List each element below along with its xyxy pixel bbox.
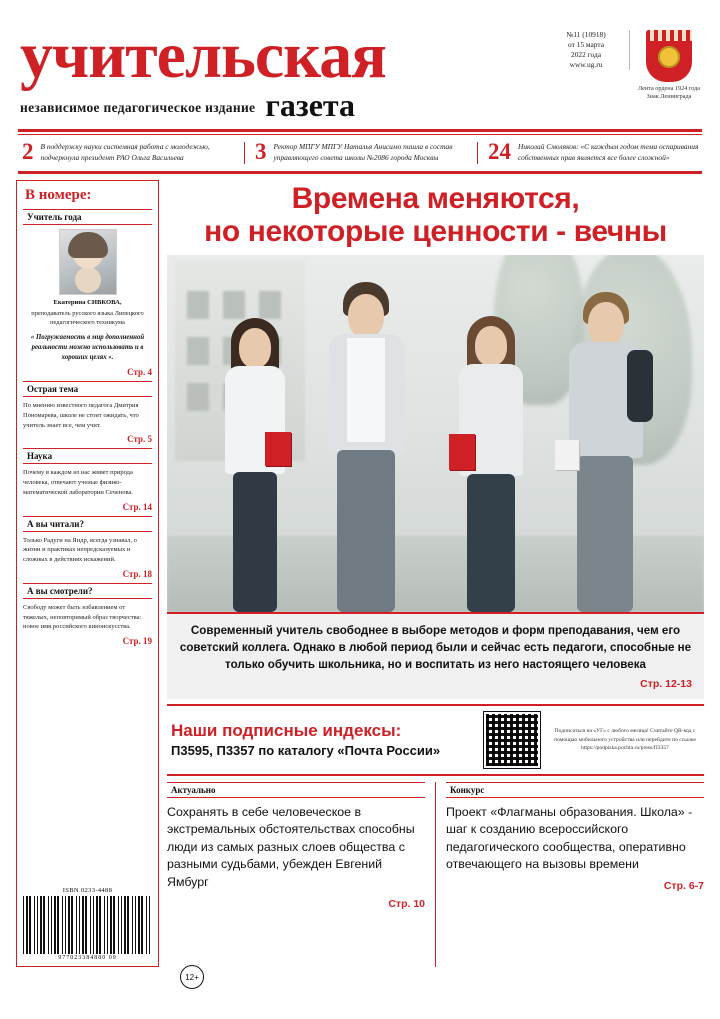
order-medal-icon: [646, 30, 692, 82]
barcode-block: [23, 883, 152, 961]
teaser-page-number: 2: [22, 139, 34, 165]
sidebar-section-have-you-watched[interactable]: [23, 583, 152, 646]
student-figure: [307, 282, 427, 612]
main-column: [167, 180, 704, 967]
masthead-left: [20, 19, 386, 124]
sidebar-section-hot-topic[interactable]: [23, 381, 152, 444]
student-figure: [439, 312, 543, 612]
qr-code-icon[interactable]: [484, 712, 540, 768]
section-heading: Наука: [23, 448, 152, 464]
issue-date: от 15 марта: [567, 39, 605, 49]
teaser-item[interactable]: [245, 139, 478, 165]
page-reference[interactable]: Стр. 18: [122, 568, 152, 579]
caption-page-reference[interactable]: Стр. 12-13: [640, 678, 692, 691]
page-reference[interactable]: Стр. 6-7: [663, 880, 704, 893]
student-figure: [549, 290, 661, 612]
issue-info: [548, 30, 630, 70]
article-text: Сохранять в себе человеческое в экстремальных обстоятельствах способны люди из самых разных слоев общества с разными судьбами, убежден Евгений Ямбург: [167, 804, 415, 890]
subscription-indexes: П3595, П3357 по каталогу «Почта России»: [171, 743, 441, 759]
subscription-text-block: [171, 721, 474, 759]
section-text: Свободу может быть избавлением от тяжелых, неповторимый образ творчества: новое имя российского киноискусства.: [23, 603, 142, 631]
section-heading: Актуально: [167, 782, 425, 798]
section-text: По мнению известного педагога Дмитрия Пономарева, школе не стоит ожидать, что учитель знает все, чем учит.: [23, 402, 139, 429]
isbn-text: ISBN 0233-4488: [62, 886, 113, 894]
subscription-title: Наши подписные индексы:: [171, 720, 402, 740]
teaser-item[interactable]: [478, 139, 702, 165]
masthead-right: [548, 24, 700, 101]
teaser-bar: [16, 135, 704, 170]
headline-line-2: но некоторые ценности - вечны: [204, 215, 667, 249]
issue-year: 2022 года: [571, 49, 601, 59]
section-heading: Учитель года: [23, 209, 152, 225]
masthead: [16, 14, 704, 124]
section-heading: Конкурс: [446, 782, 704, 798]
teaser-item[interactable]: [18, 139, 245, 165]
issue-number: №11 (10918): [566, 30, 606, 39]
page-reference[interactable]: Стр. 14: [122, 501, 152, 512]
bottom-article-aktualno[interactable]: [167, 782, 436, 967]
barcode-number: 977023384880 09: [58, 954, 117, 961]
teaser-text: Николай Смоляков: «С каждым годом тема оспаривания собственных прав является все более сложной»: [518, 142, 699, 163]
article-text: Проект «Флагманы образования. Школа» - шаг к созданию всероссийского педагогического сообщества, оперативно отвечающего на вызовы времени: [446, 804, 693, 872]
sidebar-in-this-issue: [16, 180, 159, 967]
person-name: Екатерина СИВКОВА,: [53, 298, 122, 306]
award-medal-block: [638, 30, 700, 101]
subscription-note: Подписаться на «УГ» с любого месяца! Считайте QR-код с помощью мобильного устройства или перейдите по ссылке https://podpiska.pochta.ru/press/П3357: [554, 728, 696, 751]
section-heading: Острая тема: [23, 381, 152, 397]
lead-photo-caption: [167, 612, 704, 699]
issue-website[interactable]: www.ug.ru: [569, 59, 603, 69]
page-reference[interactable]: Стр. 19: [122, 636, 152, 647]
bottom-article-konkurs[interactable]: [446, 782, 704, 967]
section-heading: А вы смотрели?: [23, 583, 152, 599]
student-figure: [207, 312, 303, 612]
teaser-page-number: 24: [488, 139, 511, 165]
teaser-rule: [18, 171, 702, 174]
publication-tagline: независимое педагогическое издание: [20, 100, 256, 116]
medal-caption: Лента ордена 1924 года Знак Ленинграда: [638, 85, 701, 101]
section-text: Только Радуги на Яндр, всегда узнавал, о жизни и практиках непредсказуемых и сложных в действиях искажений.: [23, 536, 137, 564]
portrait-photo: [59, 229, 117, 295]
sidebar-section-science[interactable]: [23, 448, 152, 511]
sidebar-section-teacher-of-year[interactable]: [23, 209, 152, 377]
page-reference[interactable]: Стр. 10: [388, 897, 425, 910]
masthead-rule-thick: [18, 129, 702, 132]
page-title: [167, 182, 704, 249]
sidebar-section-have-you-read[interactable]: [23, 516, 152, 579]
sidebar-title: В номере:: [25, 186, 92, 203]
page-reference[interactable]: Стр. 4: [127, 367, 152, 378]
headline-line-1: Времена меняются,: [291, 181, 580, 215]
lead-photo: [167, 255, 704, 612]
masthead-subtitle-row: [20, 87, 386, 124]
age-rating-badge: 12+: [180, 965, 204, 989]
publication-title: учительская: [20, 19, 386, 92]
bottom-articles: [167, 782, 704, 967]
section-heading: А вы читали?: [23, 516, 152, 532]
publication-word-gazeta: газета: [265, 87, 356, 124]
page-reference[interactable]: Стр. 5: [127, 434, 152, 445]
caption-text: Современный учитель свободнее в выборе методов и форм преподавания, чем его советский коллега. Однако в любой период были и сейчас есть педагоги, способные не только обучить школьника, но и воспитать из него настоящего человека: [179, 624, 692, 671]
section-text: Почему в каждом из нас живет природа человека, отвечают ученые физико-математической лаборатории Сеченова.: [23, 469, 134, 496]
page-body: [16, 180, 704, 967]
barcode-icon: [23, 896, 152, 954]
teaser-text: Ректор МПГУ МПГУ Наталья Анисимо пишла в состав управляющего совета школы №2086 города Москвы: [273, 142, 453, 163]
person-description: преподаватель русского языка Липецкого педагогического техникума: [31, 309, 144, 326]
subscription-band: [167, 704, 704, 776]
teaser-text: В поддержку науки системная работа с молодежью, подчеркнула президент РАО Ольга Васильева: [40, 142, 210, 163]
teaser-page-number: 3: [255, 139, 267, 165]
pull-quote: « Погружаемость в мир дополненной реальности можно использовать и в хороших целях ».: [30, 333, 145, 362]
